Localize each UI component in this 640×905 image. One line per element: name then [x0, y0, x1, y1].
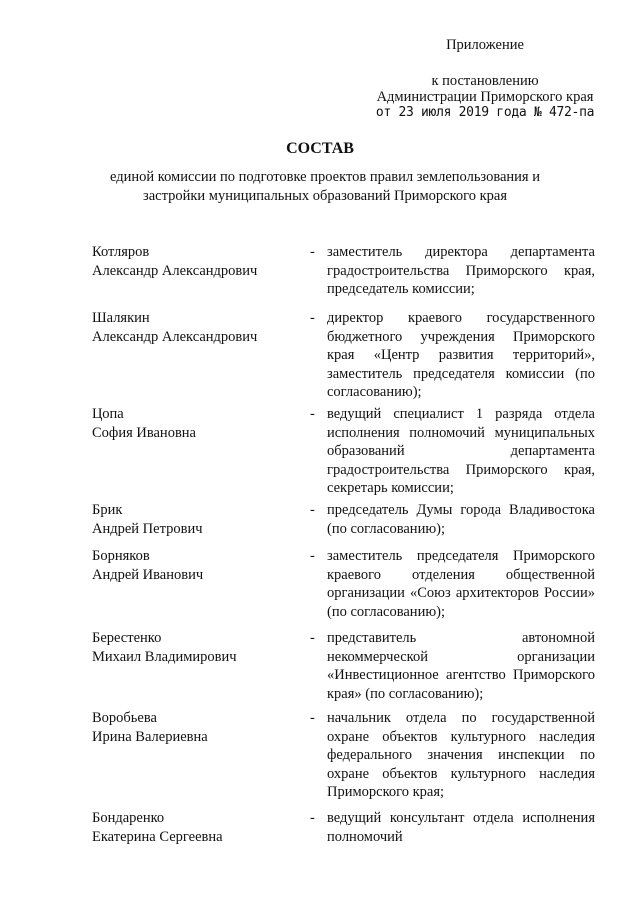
- member-given-name: София Ивановна: [92, 424, 196, 441]
- member-surname: Берестенко: [92, 630, 162, 646]
- member-surname: Котляров: [92, 244, 150, 260]
- member-given-name: Ирина Валериевна: [92, 728, 208, 745]
- member-name: [92, 629, 307, 666]
- member-role: заместитель директора департамента градостроительства Приморского края, председатель комиссии;: [327, 244, 595, 297]
- member-role: ведущий специалист 1 разряда отдела исполнения полномочий муниципальных образований департамента градостроительства Приморского края, секретарь комиссии;: [327, 406, 595, 496]
- member-dash: -: [310, 630, 315, 646]
- member-name: [92, 709, 307, 746]
- member-role: директор краевого государственного бюджетного учреждения Приморского края «Центр развития территорий», заместитель председателя комиссии (по согласованию);: [327, 310, 595, 400]
- member-given-name: Андрей Иванович: [92, 566, 204, 583]
- member-dash: -: [310, 548, 315, 564]
- appendix-date: от 23 июля 2019 года № 472-па: [375, 105, 595, 120]
- member-role: заместитель председателя Приморского краевого отделения общественной организации «Союз архитекторов России» (по согласованию);: [327, 548, 595, 620]
- member-name: [92, 309, 307, 346]
- member-name: [92, 809, 307, 846]
- member-given-name: Александр Александрович: [92, 328, 258, 345]
- member-dash: -: [310, 244, 315, 260]
- member-given-name: Андрей Петрович: [92, 520, 203, 537]
- member-dash: -: [310, 502, 315, 518]
- document-subtitle: единой комиссии по подготовке проектов правил землепользования и застройки муниципальных образований Приморского края: [110, 169, 540, 204]
- member-given-name: Михаил Владимирович: [92, 648, 237, 665]
- member-given-name: Александр Александрович: [92, 262, 258, 279]
- appendix-reference: к постановлению: [431, 73, 539, 89]
- member-surname: Воробьева: [92, 710, 157, 726]
- member-name: [92, 405, 307, 442]
- member-dash: -: [310, 710, 315, 726]
- member-role: ведущий консультант отдела исполнения полномочий: [327, 810, 595, 845]
- member-surname: Цопа: [92, 406, 124, 422]
- member-role: представитель автономной некоммерческой организации «Инвестиционное агентство Приморского края» (по согласованию);: [327, 630, 595, 702]
- member-name: [92, 501, 307, 538]
- appendix-title: Приложение: [446, 37, 524, 53]
- member-surname: Борняков: [92, 548, 150, 564]
- member-role: начальник отдела по государственной охране объектов культурного наследия федерального значения инспекции по охране объектов культурного наследия Приморского края;: [327, 710, 595, 800]
- member-name: [92, 547, 307, 584]
- appendix-administration: Администрации Приморского края: [376, 89, 594, 105]
- member-dash: -: [310, 310, 315, 326]
- member-given-name: Екатерина Сергеевна: [92, 828, 223, 845]
- member-dash: -: [310, 406, 315, 422]
- member-surname: Бондаренко: [92, 810, 165, 826]
- member-name: [92, 243, 307, 280]
- member-dash: -: [310, 810, 315, 826]
- document-title: СОСТАВ: [286, 140, 354, 157]
- member-role: председатель Думы города Владивостока (по согласованию);: [327, 502, 595, 537]
- member-surname: Брик: [92, 502, 123, 518]
- member-surname: Шалякин: [92, 310, 150, 326]
